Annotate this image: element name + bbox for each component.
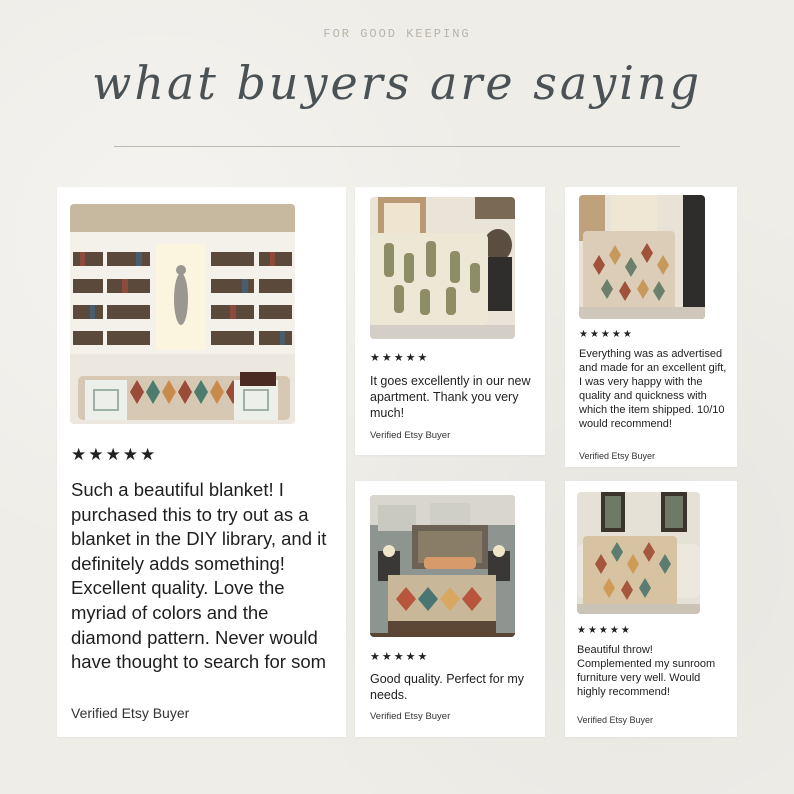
- reviewer-label: Verified Etsy Buyer: [370, 711, 451, 722]
- reviewer-label: Verified Etsy Buyer: [577, 715, 654, 725]
- star-rating: ★★★★★: [577, 625, 632, 636]
- divider: [114, 146, 680, 147]
- star-rating: ★★★★★: [370, 352, 430, 364]
- review-photo: [577, 492, 700, 614]
- review-text: Good quality. Perfect for my needs.: [370, 672, 524, 702]
- reviewer-label: Verified Etsy Buyer: [579, 451, 656, 461]
- page-title: what buyers are saying: [91, 56, 703, 110]
- review-text: Such a beautiful blanket! I purchased this to try out as a blanket in the DIY library, and it definitely adds something! Excellent quality. Love the myriad of colors and the diamond pattern. Never would have thought to search for som: [71, 479, 327, 673]
- review-text: Beautiful throw! Complemented my sunroom furniture very well. Would highly recommend!: [577, 644, 716, 698]
- star-rating: ★★★★★: [579, 329, 634, 340]
- review-card: [355, 187, 545, 455]
- review-text: Everything was as advertised and made for an excellent gift, I was very happy with the quality and quickness with which the item shipped. 10/10 would recommend!: [579, 348, 727, 430]
- reviewer-label: Verified Etsy Buyer: [71, 705, 190, 721]
- star-rating: ★★★★★: [370, 651, 430, 663]
- review-photo: [370, 197, 515, 339]
- review-photo: [579, 195, 705, 319]
- review-card: [565, 481, 737, 737]
- eyebrow-text: FOR GOOD KEEPING: [323, 27, 471, 41]
- review-card: [57, 187, 346, 737]
- review-photo: [370, 495, 515, 637]
- reviewer-label: Verified Etsy Buyer: [370, 430, 451, 441]
- review-card: [355, 481, 545, 737]
- review-text: It goes excellently in our new apartment. Thank you very much!: [370, 374, 531, 420]
- review-card: [565, 187, 737, 467]
- star-rating: ★★★★★: [71, 445, 158, 464]
- review-photo: [70, 204, 295, 424]
